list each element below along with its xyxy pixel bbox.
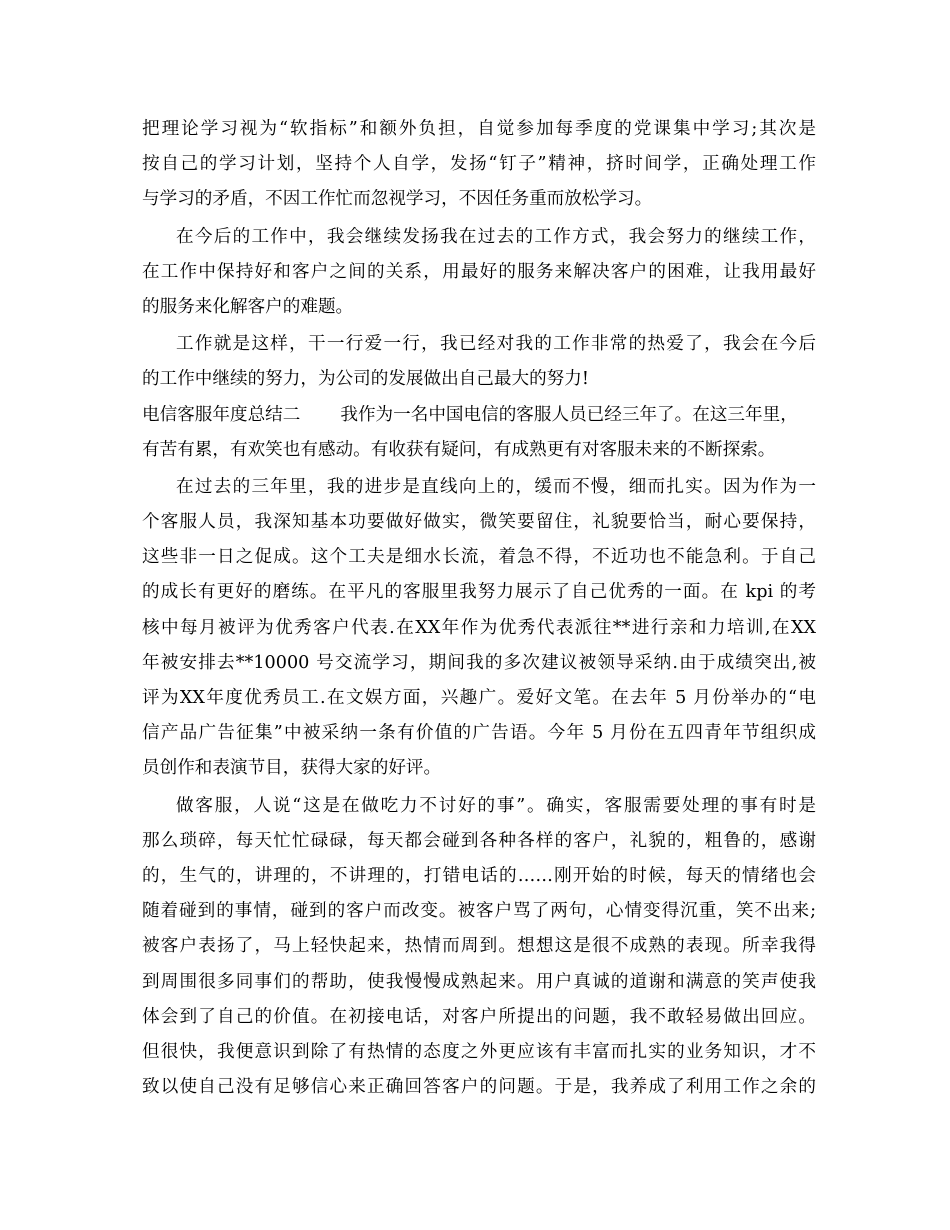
text-line: 但很快，我便意识到除了有热情的态度之外更应该有丰富而扎实的业务知识，才不 [142, 1041, 816, 1062]
text-line: 与学习的矛盾，不因工作忙而忽视学习，不因任务重而放松学习。 [142, 189, 653, 210]
text-line: 我作为一名中国电信的客服人员已经三年了。在这三年里， [340, 404, 798, 425]
text-line: 评为XX年度优秀员工.在文娱方面，兴趣广。爱好文笔。在去年 5 月份举办的“电 [142, 688, 816, 708]
text-line: 按自己的学习计划，坚持个人自学，发扬“钉子”精神，挤时间学，正确处理工作 [142, 154, 816, 175]
text-line: 把理论学习视为“软指标”和额外负担，自觉参加每季度的党课集中学习;其次是 [142, 119, 816, 139]
text-line: 到周围很多同事们的帮助，使我慢慢成熟起来。用户真诚的道谢和满意的笑声使我 [142, 971, 816, 992]
text-line: 在过去的三年里，我的进步是直线向上的，缓而不慢，细而扎实。因为作为一 [176, 476, 816, 497]
text-line: 个客服人员，我深知基本功要做好做实，微笑要留住，礼貌要恰当，耐心要保持， [142, 512, 816, 533]
text-line: 工作就是这样，干一行爱一行，我已经对我的工作非常的热爱了，我会在今后 [176, 334, 816, 355]
text-line: 的服务来化解客户的难题。 [142, 296, 354, 317]
text-line: 年被安排去**10000 号交流学习，期间我的多次建议被领导采纳.由于成绩突出,被 [142, 652, 816, 673]
text-line: 的，生气的，讲理的，不讲理的，打错电话的……刚开始的时候，每天的情绪也会 [142, 865, 816, 886]
text-line: 信产品广告征集”中被采纳一条有价值的广告语。今年 5 月份在五四青年节组织成 [142, 723, 816, 744]
text-line: 体会到了自己的价值。在初接电话，对客户所提出的问题，我不敢轻易做出回应。 [142, 1006, 816, 1027]
text-line: 随着碰到的事情，碰到的客户而改变。被客户骂了两句，心情变得沉重，笑不出来; [142, 901, 816, 922]
text-line: 有苦有累，有欢笑也有感动。有收获有疑问，有成熟更有对客服未来的不断探索。 [142, 439, 776, 460]
text-line: 那么琐碎，每天忙忙碌碌，每天都会碰到各种各样的客户，礼貌的，粗鲁的，感谢 [142, 830, 816, 851]
section-heading: 电信客服年度总结二 [142, 404, 301, 425]
text-line: 在今后的工作中，我会继续发扬我在过去的工作方式，我会努力的继续工作， [176, 226, 816, 247]
text-line: 做客服，人说“这是在做吃力不讨好的事”。确实，客服需要处理的事有时是 [176, 795, 816, 816]
text-line: 被客户表扬了，马上轻快起来，热情而周到。想想这是很不成熟的表现。所幸我得 [142, 936, 816, 957]
text-line: 的工作中继续的努力，为公司的发展做出自己最大的努力! [142, 369, 589, 390]
text-line: 在工作中保持好和客户之间的关系，用最好的服务来解决客户的困难，让我用最好 [142, 261, 816, 282]
text-line: 核中每月被评为优秀客户代表.在XX年作为优秀代表派往**进行亲和力培训,在XX [142, 617, 816, 638]
text-line: 这些非一日之促成。这个工夫是细水长流，着急不得，不近功也不能急利。于自己 [142, 547, 816, 568]
section-heading-line [142, 398, 816, 433]
document-page [142, 112, 816, 1105]
text-line: 员创作和表演节目，获得大家的好评。 [142, 758, 442, 779]
text-line: 的成长有更好的磨练。在平凡的客服里我努力展示了自己优秀的一面。在 kpi 的考 [142, 582, 816, 603]
text-line: 致以使自己没有足够信心来正确回答客户的问题。于是，我养成了利用工作之余的 [142, 1077, 816, 1098]
